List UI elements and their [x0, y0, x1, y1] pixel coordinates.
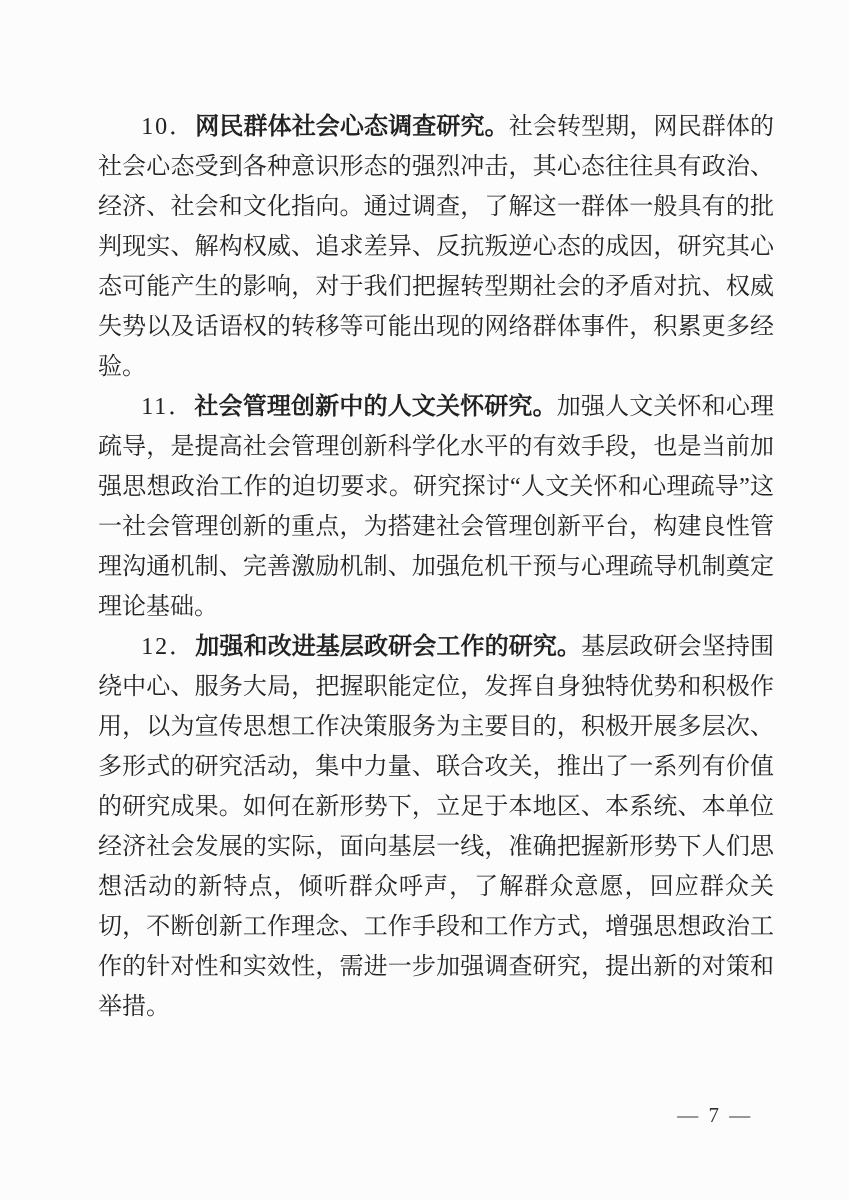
item-number: 12． [141, 634, 196, 660]
item-number: 10． [141, 114, 196, 140]
paragraph-item-11 [98, 387, 774, 627]
document-body [98, 107, 774, 1027]
item-body: 社会转型期，网民群体的社会心态受到各种意识形态的强烈冲击，其心态往往具有政治、经济、社会和文化指向。通过调查，了解这一群体一般具有的批判现实、解构权威、追求差异、反抗叛逆心态的成因，研究其心态可能产生的影响，对于我们把握转型期社会的矛盾对抗、权威失势以及话语权的转移等可能出现的网络群体事件，积累更多经验。 [98, 114, 775, 380]
item-title: 网民群体社会心态调查研究。 [195, 114, 509, 140]
item-body: 基层政研会坚持围绕中心、服务大局，把握职能定位，发挥自身独特优势和积极作用，以为宣传思想工作决策服务为主要目的，积极开展多层次、多形式的研究活动，集中力量、联合攻关，推出了一系列有价值的研究成果。如何在新形势下，立足于本地区、本系统、本单位经济社会发展的实际，面向基层一线，准确把握新形势下人们思想活动的新特点，倾听群众呼声，了解群众意愿，回应群众关切，不断创新工作理念、工作手段和工作方式，增强思想政治工作的针对性和实效性，需进一步加强调查研究，提出新的对策和举措。 [98, 634, 775, 1020]
item-body: 加强人文关怀和心理疏导，是提高社会管理创新科学化水平的有效手段，也是当前加强思想政治工作的迫切要求。研究探讨“人文关怀和心理疏导”这一社会管理创新的重点，为搭建社会管理创新平台，构建良性管理沟通机制、完善激励机制、加强危机干预与心理疏导机制奠定理论基础。 [98, 394, 775, 620]
page-number: — 7 — [677, 1103, 753, 1127]
paragraph-item-12 [98, 627, 774, 1027]
paragraph-item-10 [98, 107, 774, 387]
item-number: 11． [141, 394, 195, 420]
item-title: 社会管理创新中的人文关怀研究。 [194, 394, 557, 420]
item-title: 加强和改进基层政研会工作的研究。 [195, 634, 582, 660]
